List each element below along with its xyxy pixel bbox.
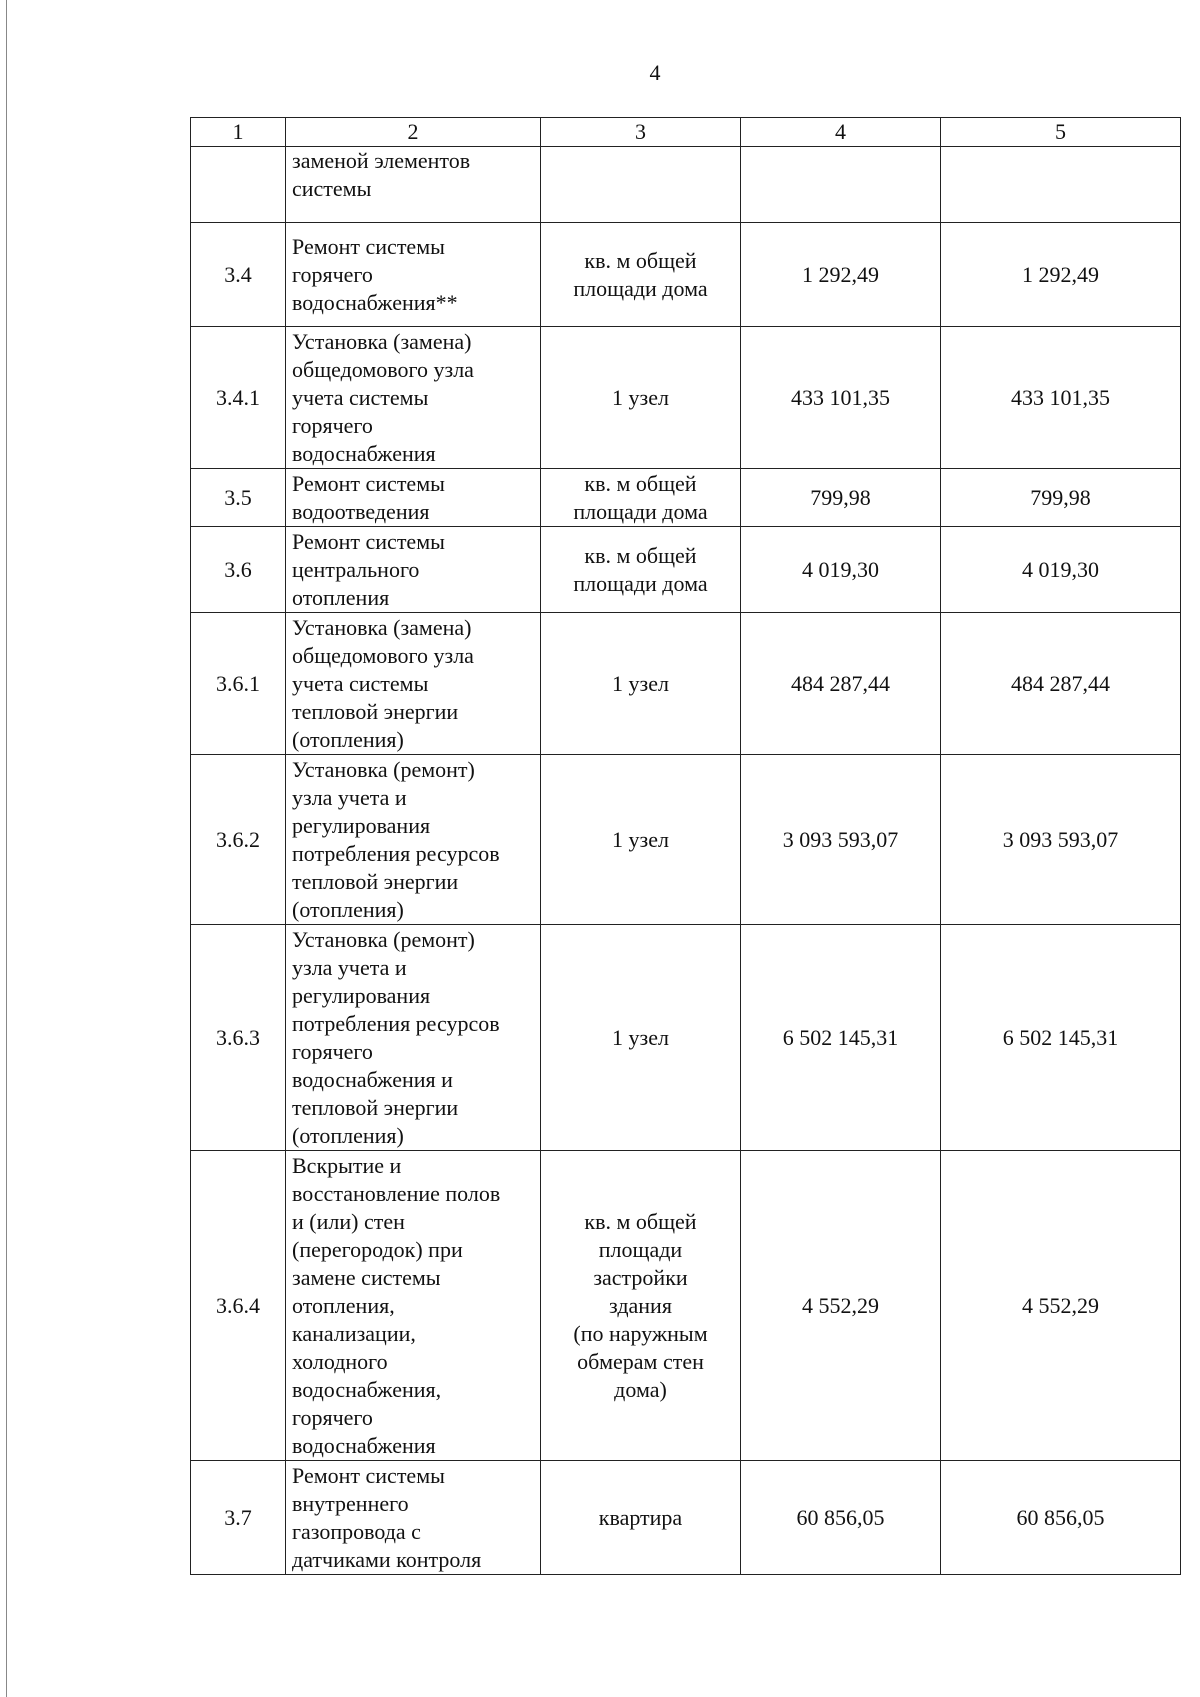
value-col-5: 60 856,05 <box>941 1461 1181 1575</box>
row-number: 3.6.3 <box>191 925 286 1151</box>
value-col-4: 1 292,49 <box>741 223 941 327</box>
value-col-5 <box>941 147 1181 223</box>
table-row <box>191 469 1181 527</box>
value-col-5: 433 101,35 <box>941 327 1181 469</box>
table-row <box>191 327 1181 469</box>
work-name: Вскрытие и восстановление полов и (или) стен (перегородок) при замене системы отопления, канализации, холодного водоснабжения, горячего водоснабжения <box>286 1151 541 1461</box>
unit: 1 узел <box>541 925 741 1151</box>
header-col-1: 1 <box>191 118 286 147</box>
unit: кв. м общей площади дома <box>541 469 741 527</box>
unit: 1 узел <box>541 613 741 755</box>
row-number: 3.6.1 <box>191 613 286 755</box>
header-col-3: 3 <box>541 118 741 147</box>
table-row <box>191 527 1181 613</box>
value-col-4: 60 856,05 <box>741 1461 941 1575</box>
value-col-5: 4 019,30 <box>941 527 1181 613</box>
unit: квартира <box>541 1461 741 1575</box>
work-name: Ремонт системы водоотведения <box>286 469 541 527</box>
work-name: Установка (ремонт) узла учета и регулирования потребления ресурсов горячего водоснабжения и тепловой энергии (отопления) <box>286 925 541 1151</box>
row-number <box>191 147 286 223</box>
unit: 1 узел <box>541 755 741 925</box>
row-number: 3.6.4 <box>191 1151 286 1461</box>
unit: кв. м общей площади дома <box>541 527 741 613</box>
table-header-row <box>191 118 1181 147</box>
value-col-4: 3 093 593,07 <box>741 755 941 925</box>
header-col-5: 5 <box>941 118 1181 147</box>
value-col-4: 484 287,44 <box>741 613 941 755</box>
value-col-4: 6 502 145,31 <box>741 925 941 1151</box>
table-row <box>191 223 1181 327</box>
value-col-5: 6 502 145,31 <box>941 925 1181 1151</box>
work-name: Установка (ремонт) узла учета и регулирования потребления ресурсов тепловой энергии (отопления) <box>286 755 541 925</box>
work-name: заменой элементов системы <box>286 147 541 223</box>
table-row <box>191 147 1181 223</box>
unit: кв. м общей площади дома <box>541 223 741 327</box>
work-name: Ремонт системы горячего водоснабжения** <box>286 223 541 327</box>
row-number: 3.7 <box>191 1461 286 1575</box>
table-row <box>191 1151 1181 1461</box>
unit: кв. м общей площади застройки здания (по наружным обмерам стен дома) <box>541 1151 741 1461</box>
table-row <box>191 613 1181 755</box>
row-number: 3.6.2 <box>191 755 286 925</box>
row-number: 3.4.1 <box>191 327 286 469</box>
work-name: Установка (замена) общедомового узла учета системы тепловой энергии (отопления) <box>286 613 541 755</box>
work-name: Установка (замена) общедомового узла учета системы горячего водоснабжения <box>286 327 541 469</box>
page-number: 4 <box>649 60 661 85</box>
value-col-4: 799,98 <box>741 469 941 527</box>
table-row <box>191 925 1181 1151</box>
value-col-4: 433 101,35 <box>741 327 941 469</box>
table-row <box>191 755 1181 925</box>
row-number: 3.5 <box>191 469 286 527</box>
table-row <box>191 1461 1181 1575</box>
unit <box>541 147 741 223</box>
value-col-4 <box>741 147 941 223</box>
value-col-5: 799,98 <box>941 469 1181 527</box>
header-col-4: 4 <box>741 118 941 147</box>
header-col-2: 2 <box>286 118 541 147</box>
value-col-5: 1 292,49 <box>941 223 1181 327</box>
value-col-5: 484 287,44 <box>941 613 1181 755</box>
work-name: Ремонт системы центрального отопления <box>286 527 541 613</box>
value-col-5: 3 093 593,07 <box>941 755 1181 925</box>
value-col-4: 4 019,30 <box>741 527 941 613</box>
row-number: 3.4 <box>191 223 286 327</box>
scan-edge-line <box>6 0 7 1697</box>
estimate-table <box>190 117 1181 1575</box>
value-col-4: 4 552,29 <box>741 1151 941 1461</box>
row-number: 3.6 <box>191 527 286 613</box>
unit: 1 узел <box>541 327 741 469</box>
work-name: Ремонт системы внутреннего газопровода с датчиками контроля <box>286 1461 541 1575</box>
value-col-5: 4 552,29 <box>941 1151 1181 1461</box>
